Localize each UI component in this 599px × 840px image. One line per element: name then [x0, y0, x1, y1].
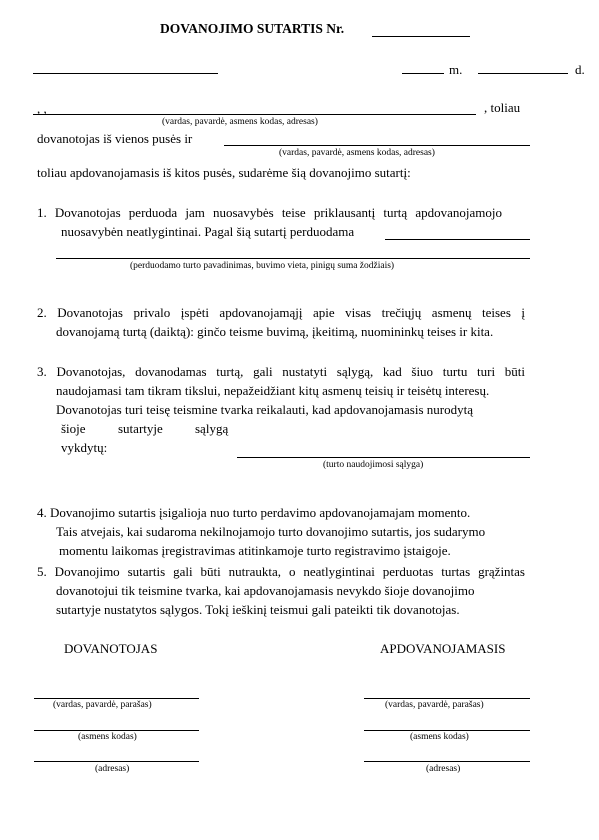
- clause-5-line-1: 5. Dovanojimo sutartis gali būti nutraukta, o neatlygintinai perduotas turtas grąžintas: [37, 564, 525, 579]
- donee-line: [224, 145, 530, 146]
- donee-address-line: [364, 761, 530, 762]
- donee-address-caption: (adresas): [426, 764, 461, 774]
- clause-1-caption: (perduodamo turto pavadinimas, buvimo vieta, pinigų suma žodžiais): [130, 261, 395, 271]
- clause-2-line-2: dovanojamą turtą (daiktą): ginčo teisme buvimą, įkeitimą, nuomininkų teises ir kita.: [56, 324, 494, 339]
- clause-3-line-5: vykdytų:: [61, 440, 108, 455]
- donor-name-caption: (vardas, pavardė, parašas): [53, 700, 152, 710]
- clause-3-caption: (turto naudojimosi sąlyga): [323, 460, 424, 470]
- donor-intro: dovanotojas iš vienos pusės ir: [37, 131, 193, 146]
- clause-1-line-2: nuosavybėn neatlygintinai. Pagal šią sutartį perduodama: [61, 224, 355, 239]
- toliau-text: , toliau: [484, 100, 521, 115]
- donee-name-line: [364, 698, 530, 699]
- donor-code-caption: (asmens kodas): [78, 732, 137, 742]
- party-punctuation: , ,: [37, 101, 47, 116]
- contract-number-line: [372, 36, 470, 37]
- donee-code-line: [364, 730, 530, 731]
- donor-caption: (vardas, pavardė, asmens kodas, adresas): [162, 117, 318, 127]
- donor-name-line: [34, 698, 199, 699]
- clause-3-line-1: 3. Dovanotojas, dovanodamas turtą, gali nustatyti sąlygą, kad šiuo turtu turi būti: [37, 364, 525, 379]
- clause-3-condition-line: [237, 457, 530, 458]
- clause-3-line-3: Dovanotojas turi teisę teismine tvarka reikalauti, kad apdovanojamasis nurodytą: [56, 402, 473, 417]
- month-line: [478, 73, 568, 74]
- donor-heading: DOVANOTOJAS: [64, 641, 158, 656]
- clause-1-line-1: 1. Dovanotojas perduoda jam nuosavybės teise priklausantį turtą apdovanojamojo: [37, 205, 502, 220]
- clause-4-line-2: Tais atvejais, kai sudaroma nekilnojamojo turto dovanojimo sutartis, jos sudarymo: [56, 524, 486, 539]
- year-line: [402, 73, 444, 74]
- clause-5-line-3: sutartyje nustatytos sąlygos. Tokį ieškinį teismui gali pateikti tik dovanotojas.: [56, 602, 460, 617]
- donor-address-caption: (adresas): [95, 764, 130, 774]
- clause-4-line-1: 4. Dovanojimo sutartis įsigalioja nuo turto perdavimo apdovanojamajam momento.: [37, 505, 471, 520]
- donor-line: [33, 114, 476, 115]
- donee-caption: (vardas, pavardė, asmens kodas, adresas): [279, 148, 435, 158]
- year-suffix: m.: [449, 62, 463, 77]
- donee-heading: APDOVANOJAMASIS: [380, 641, 506, 656]
- clause-3-word-sutartyje: sutartyje: [118, 421, 163, 436]
- clause-3-word-salyga: sąlygą: [195, 421, 229, 436]
- donor-address-line: [34, 761, 199, 762]
- day-suffix: d.: [575, 62, 585, 77]
- donor-code-line: [34, 730, 199, 731]
- clause-5-line-2: dovanotojui tik teismine tvarka, kai apdovanojamasis nevykdo šioje dovanojimo: [56, 583, 475, 598]
- donee-intro: toliau apdovanojamasis iš kitos pusės, sudarėme šią dovanojimo sutartį:: [37, 165, 411, 180]
- clause-4-line-3: momentu laikomas įregistravimas atitinkamoje turto registravimo įstaigoje.: [59, 543, 451, 558]
- donee-code-caption: (asmens kodas): [410, 732, 469, 742]
- clause-1-inline-line: [385, 239, 530, 240]
- clause-1-property-line: [56, 258, 530, 259]
- clause-3-line-2: naudojamasi tam tikram tikslui, nepažeidžiant kitų asmenų teisių ir teisėtų interesų.: [56, 383, 490, 398]
- clause-2-line-1: 2. Dovanotojas privalo įspėti apdovanojamąjį apie visas trečiųjų asmenų teises į: [37, 305, 525, 320]
- donee-name-caption: (vardas, pavardė, parašas): [385, 700, 484, 710]
- document-title: DOVANOJIMO SUTARTIS Nr.: [160, 21, 345, 36]
- place-line: [33, 73, 218, 74]
- clause-3-word-sioje: šioje: [61, 421, 86, 436]
